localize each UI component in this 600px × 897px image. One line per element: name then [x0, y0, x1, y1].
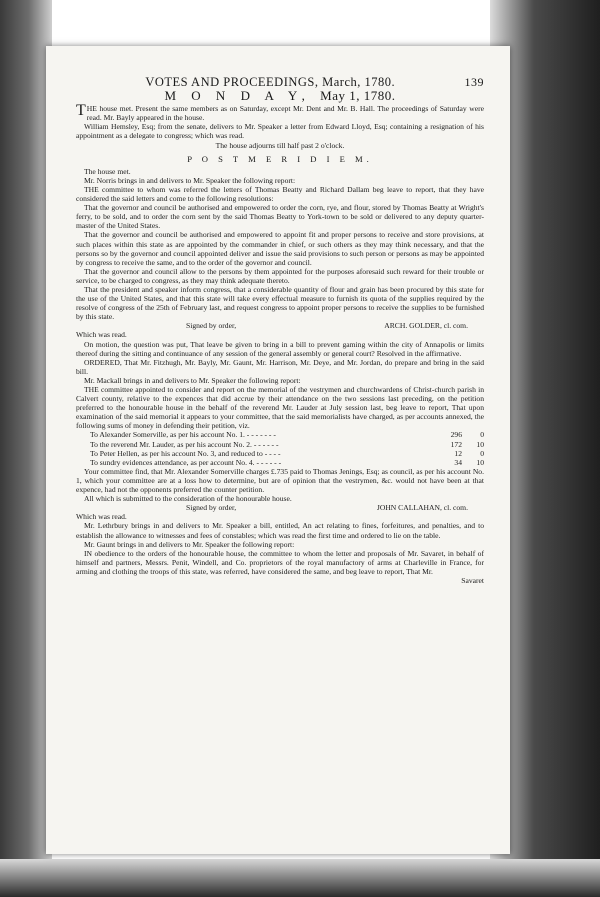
paragraph-opening: THE house met. Present the same members as on Saturday, except Mr. Dent and Mr. B. Hall. The proceedings of Saturday were read. Mr. Bayly appeared in the house.: [76, 102, 484, 123]
paragraph-fines-bill: Mr. Lethrbury brings in and delivers to Mr. Speaker a bill, entitled, An act relating to fines, forfeitures, and penalties, and to establish the allowance to witnesses and fees of constables; which was read the first time and ordered to lie on the table.: [76, 521, 484, 540]
resolution-1: That the governor and council be authorised and empowered to order the corn, rye, and flour, stored by Thomas Beatty at Wright's ferry, to be sold, and to order the corn sent by the said Thomas Beatty to York-town to be sold or delivered to any deputy quarter-master of the United States.: [76, 203, 484, 231]
paragraph-savaret: IN obedience to the orders of the honourable house, the committee to whom the letter and proposals of Mr. Savaret, in behalf of himself and partners, Messrs. Penit, Windell, and Co. proprietors of the royal manufactory of arms at Charleville in France, for arming and clothing the troops of this state, was referred, have considered the same, and beg leave to report, That Mr.: [76, 548, 484, 576]
paragraph-vestry-report: THE committee appointed to consider and report on the memorial of the vestrymen and churchwardens of Christ-church parish in Calvert county, relative to the expences that did accrue by their attendance on the two sessions last preceding, on the petition preferred to the honourable house in the behalf of the reverend Mr. Lauder at July session last, beg leave to report, That upon examination of the said memorial it appears to your committee, that the said memorialists have charged, as per accounts annexed, the following sums of money in defending their petition, viz.: [76, 385, 484, 431]
which-was-read-1: Which was read.: [76, 330, 127, 340]
paragraph-committee-report: THE committee to whom was referred the letters of Thomas Beatty and Richard Dallam beg leave to report, that they have considered the said letters and come to the following resolutions:: [76, 184, 484, 204]
signature-golder: Signed by order, ARCH. GOLDER, cl. com.: [186, 321, 468, 331]
account-row: To sundry evidences attendance, as per account No. 4. - - - - - - 34 10: [90, 457, 484, 467]
paragraph-senate-letter: William Hemsley, Esq; from the senate, delivers to Mr. Speaker a letter from Edward Lloyd, Esq; containing a resignation of his appointment as a delegate to congress; which was read.: [76, 122, 484, 141]
paragraph-ordered: ORDERED, That Mr. Fitzhugh, Mr. Bayly, Mr. Gaunt, Mr. Harrison, Mr. Deye, and Mr. Jordan, do prepare and bring in the said bill.: [76, 357, 484, 376]
paragraph-norris: Mr. Norris brings in and delivers to Mr. Speaker the following report:: [84, 175, 296, 185]
page-number: 139: [464, 75, 484, 89]
resolution-2: That the governor and council be authorised and empowered to appoint fit and proper persons to receive and store provisions, at such places within this state as are appointed by the commander in chief, or such others as they may think necessary, and that the persons so by the governor and council appointed deliver and issue the said provisions to such person or persons as may be appointed by congress to receive the same, and to the order of the governor and council.: [76, 230, 484, 267]
paragraph-mackall: Mr. Mackall brings in and delivers to Mr. Speaker the following report:: [84, 375, 301, 385]
account-row: To the reverend Mr. Lauder, as per his account No. 2. - - - - - - 172 10: [90, 439, 484, 449]
account-row: To Peter Hellen, as per his account No. 3, and reduced to - - - - 12 0: [90, 448, 484, 458]
paragraph-submitted: All which is submitted to the consideration of the honourable house.: [84, 494, 292, 504]
paragraph-somerville: Your committee find, that Mr. Alexander Somerville charges £.735 paid to Thomas Jenings, Esq; as council, as per his account No. 1, which your committee are at a loss how to determine, but are of opinion that the vestrymen, &c. would not have been at that expence, had not the opponents preferred the counter petition.: [76, 466, 484, 495]
day-title: M O N D A Y,: [164, 88, 311, 104]
scan-shadow-left: [0, 0, 52, 897]
catchword: Savaret: [461, 575, 484, 585]
paragraph-gaunt: Mr. Gaunt brings in and delivers to Mr. Speaker the following report:: [84, 539, 295, 549]
running-title: VOTES AND PROCEEDINGS, March, 1780.: [145, 75, 396, 89]
paragraph-house-met: The house met.: [84, 166, 131, 176]
resolution-4: That the president and speaker inform congress, that a considerable quantity of flour and grain has been procured by this state for the use of the United States, and that this state will take every effectual measure to furnish its quota of the supplies required by the resolve of congress of the 25th of February last, and request congress to appoint proper persons to receive the supplies to be furnished by this state.: [76, 284, 484, 322]
which-was-read-2: Which was read.: [76, 512, 127, 522]
section-title: P O S T M E R I D I E M.: [187, 153, 373, 164]
running-head: [76, 75, 484, 89]
adjourn-line: The house adjourns till half past 2 o'clock.: [215, 140, 345, 150]
signature-callahan: Signed by order, JOHN CALLAHAN, cl. com.: [186, 503, 468, 513]
dropcap-letter: T: [76, 102, 86, 120]
account-row: To Alexander Somerville, as per his account No. 1. - - - - - - - 296 0: [90, 430, 484, 440]
day-heading: [76, 88, 484, 104]
page-text: [76, 75, 484, 585]
paragraph-motion-gaming: On motion, the question was put, That leave be given to bring in a bill to prevent gaming within the city of Annapolis or limits thereof during the sitting and continuance of any session of the general assembly or general court? Resolved in the affirmative.: [76, 339, 484, 358]
day-date: May 1, 1780.: [320, 88, 396, 104]
scan-shadow-bottom: [0, 859, 600, 897]
resolution-3: That the governor and council allow to the persons by them appointed for the purposes aforesaid such reward for their trouble or service, to be charged to congress, as they may think adequate thereto.: [76, 266, 484, 285]
